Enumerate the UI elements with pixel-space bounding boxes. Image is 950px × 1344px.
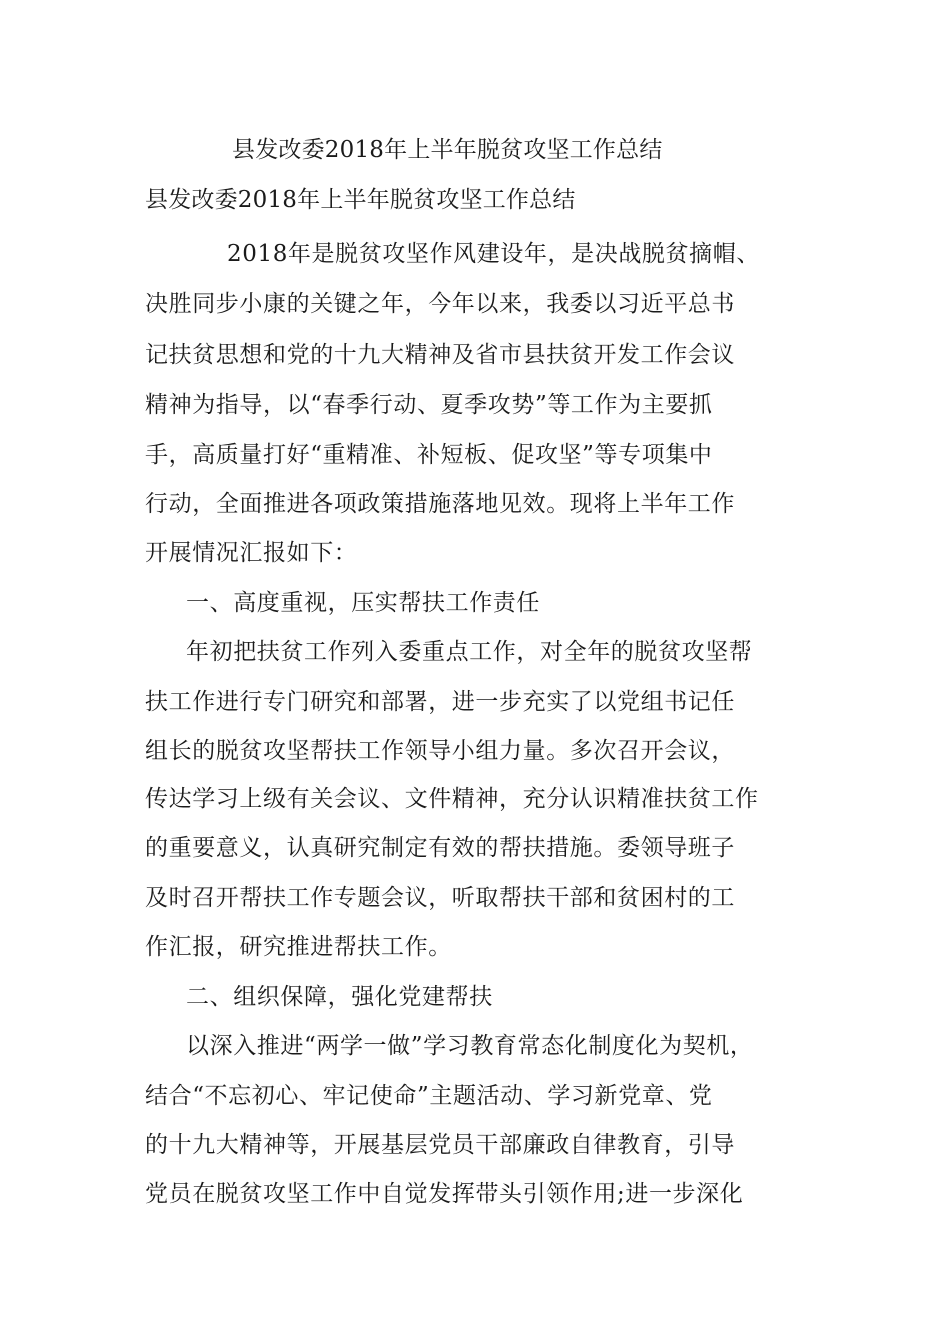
- paragraph-line: 及时召开帮扶工作专题会议，听取帮扶干部和贫困村的工: [145, 885, 735, 911]
- paragraph-line: 手，高质量打好“重精准、补短板、促攻坚”等专项集中: [145, 442, 713, 468]
- paragraph-line: 传达学习上级有关会议、文件精神，充分认识精准扶贫工作: [145, 786, 759, 812]
- paragraph-line: 行动，全面推进各项政策措施落地见效。现将上半年工作: [145, 491, 735, 517]
- paragraph-line: 年初把扶贫工作列入委重点工作，对全年的脱贫攻坚帮: [186, 639, 753, 665]
- section-heading-2: 二、组织保障，强化党建帮扶: [186, 984, 493, 1010]
- section-heading-1: 一、高度重视，压实帮扶工作责任: [186, 590, 540, 616]
- document-title: 县发改委2018年上半年脱贫攻坚工作总结: [232, 137, 663, 163]
- paragraph-line: 扶工作进行专门研究和部署，进一步充实了以党组书记任: [145, 689, 735, 715]
- paragraph-line: 决胜同步小康的关键之年，今年以来，我委以习近平总书: [145, 291, 735, 317]
- paragraph-line: 的重要意义，认真研究制定有效的帮扶措施。委领导班子: [145, 835, 735, 861]
- paragraph-line: 组长的脱贫攻坚帮扶工作领导小组力量。多次召开会议，: [145, 738, 735, 764]
- paragraph-line: 的十九大精神等，开展基层党员干部廉政自律教育，引导: [145, 1132, 735, 1158]
- paragraph-line: 2018年是脱贫攻坚作风建设年，是决战脱贫摘帽、: [227, 241, 760, 267]
- paragraph-line: 精神为指导，以“春季行动、夏季攻势”等工作为主要抓: [145, 392, 713, 418]
- paragraph-line: 以深入推进“两学一做”学习教育常态化制度化为契机，: [186, 1033, 754, 1059]
- paragraph-line: 开展情况汇报如下：: [145, 540, 358, 566]
- paragraph-line: 党员在脱贫攻坚工作中自觉发挥带头引领作用;进一步深化: [145, 1181, 744, 1207]
- paragraph-line: 记扶贫思想和党的十九大精神及省市县扶贫开发工作会议: [145, 342, 735, 368]
- paragraph-line: 结合“不忘初心、牢记使命”主题活动、学习新党章、党: [145, 1083, 713, 1109]
- document-subtitle: 县发改委2018年上半年脱贫攻坚工作总结: [145, 187, 576, 213]
- paragraph-line: 作汇报，研究推进帮扶工作。: [145, 934, 452, 960]
